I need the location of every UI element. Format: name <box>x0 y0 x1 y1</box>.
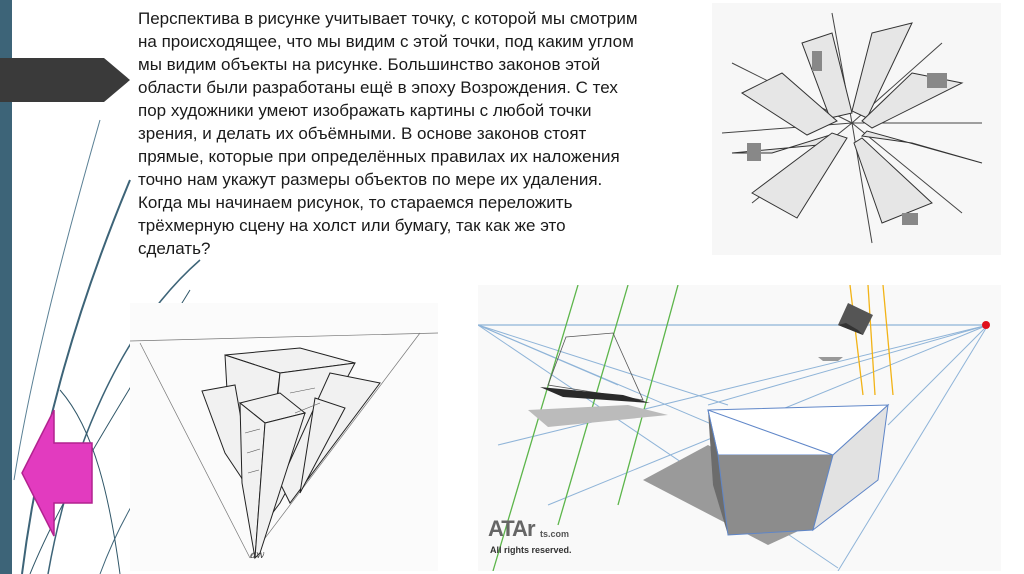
city-perspective-image <box>712 3 1001 255</box>
arrow-tab-icon[interactable] <box>0 58 134 102</box>
buildings-sketch-image <box>130 303 438 571</box>
watermark-rights: All rights reserved. <box>490 545 572 555</box>
back-arrow-icon[interactable] <box>20 408 94 538</box>
watermark-logo: ATAr <box>488 516 535 541</box>
svg-text:aw: aw <box>250 550 265 561</box>
slide-body-text: Перспектива в рисунке учитывает точку, с которой мы смотрим на происходящее, что мы видим с этой точки, под каким углом мы видим объекты на рисунке. Большинство законов этой области были разработаны ещё в эпоху Возрождения. С тех пор художники умеют изображать картины с любой точки зрения, и делать их объёмными. В основе законов стоят прямые, которые при определённых правилах их наложения точно нам укажут размеры объектов по мере их удаления. Когда мы начинаем рисунок, то стараемся переложить трёхмерную сцену на холст или бумагу, так как же это сделать? <box>138 9 638 258</box>
watermark-domain: ts.com <box>540 529 570 539</box>
